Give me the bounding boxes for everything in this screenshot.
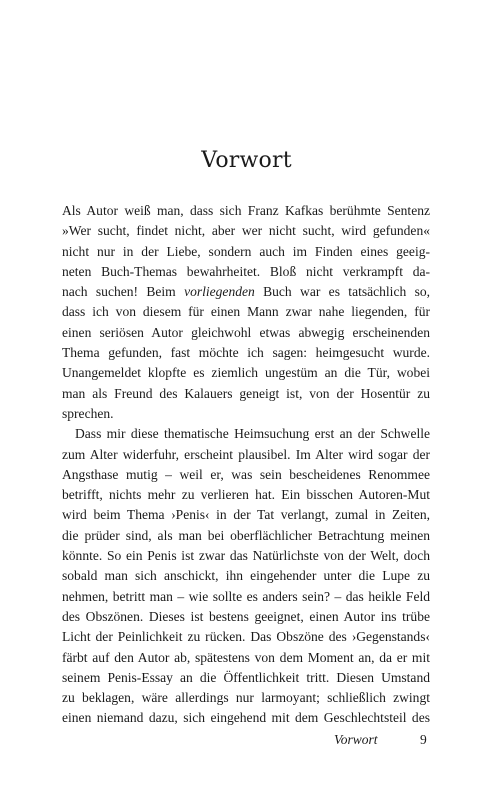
text-line: Unangemeldet klopfte es ziemlich ungestüm an die Tür, wobei bbox=[62, 365, 430, 381]
text-line: sprechen. bbox=[62, 405, 114, 421]
text-line bbox=[62, 282, 430, 302]
text-line: einen seriösen Autor gleichwohl etwas abwegig erscheinenden bbox=[62, 324, 430, 340]
emphasis-text: vorliegenden bbox=[184, 284, 255, 300]
text-line: wird beim Thema ›Penis‹ in der Tat verlangt, zumal in Zeiten, bbox=[62, 507, 430, 523]
text-line: nicht nur in der Liebe, sondern auch im Finden eines geeig- bbox=[62, 243, 430, 259]
chapter-title: Vorwort bbox=[201, 148, 292, 173]
body-text bbox=[62, 201, 430, 729]
text-line: betrifft, nichts mehr zu verlieren hat. Ein bisschen Autoren-Mut bbox=[62, 487, 430, 503]
running-head: Vorwort bbox=[334, 732, 378, 747]
text-line: Als Autor weiß man, dass sich Franz Kafkas berühmte Sentenz bbox=[62, 203, 430, 218]
paragraph-1 bbox=[62, 201, 430, 424]
text-line: Licht der Peinlichkeit zu rücken. Das Obszöne des ›Gegenstands‹ bbox=[62, 629, 430, 645]
text-line: seinem Penis-Essay an die Öffentlichkeit tritt. Diesen Umstand bbox=[62, 669, 430, 685]
text-line: man als Freund des Kalauers geneigt ist, von der Hosentür zu bbox=[62, 385, 430, 401]
text-line: sobald man sich anschickt, ihn eingehender unter die Lupe zu bbox=[62, 568, 430, 584]
text-line: nehmen, betritt man – wie sollte es anders sein? – das heikle Feld bbox=[62, 588, 430, 604]
text-line: zum Alter widerfuhr, erscheint plausibel. Im Alter wird sogar der bbox=[62, 446, 430, 462]
text-line: färbt auf den Autor ab, spätestens von dem Moment an, da er mit bbox=[62, 649, 430, 665]
text-line: Angsthase mutig – weil er, was sein bescheidenes Renommee bbox=[62, 466, 430, 482]
page-number: 9 bbox=[420, 732, 427, 747]
text-line: könnte. So ein Penis ist zwar das Natürlichste von der Welt, doch bbox=[62, 548, 430, 564]
text-line: die prüder sind, als man bei oberflächlicher Betrachtung meinen bbox=[62, 527, 430, 543]
text-line: neten Buch-Themas bewahrheitet. Bloß nicht verkrampft da- bbox=[62, 263, 430, 279]
text-line: Dass mir diese thematische Heimsuchung erst an der Schwelle bbox=[75, 426, 430, 442]
text-segment: nach suchen! Beim bbox=[62, 284, 185, 300]
text-line: einen niemand dazu, sich eingehend mit dem Geschlechtsteil des bbox=[62, 710, 430, 726]
text-line: »Wer sucht, findet nicht, aber wer nicht sucht, wird gefunden« bbox=[62, 223, 430, 239]
text-line: des Obszönen. Dieses ist bestens geeignet, einen Autor ins trübe bbox=[62, 608, 430, 624]
page-footer bbox=[0, 732, 493, 752]
text-line: dass ich von diesem für einen Mann zwar nahe liegenden, für bbox=[62, 304, 430, 320]
text-line: Thema gefunden, fast möchte ich sagen: heimgesucht wurde. bbox=[62, 345, 430, 361]
text-segment: Buch war es tatsächlich so, bbox=[254, 284, 430, 300]
text-line: zu beklagen, wäre allerdings nur larmoyant; schließlich zwingt bbox=[62, 690, 430, 706]
paragraph-2 bbox=[62, 424, 430, 728]
